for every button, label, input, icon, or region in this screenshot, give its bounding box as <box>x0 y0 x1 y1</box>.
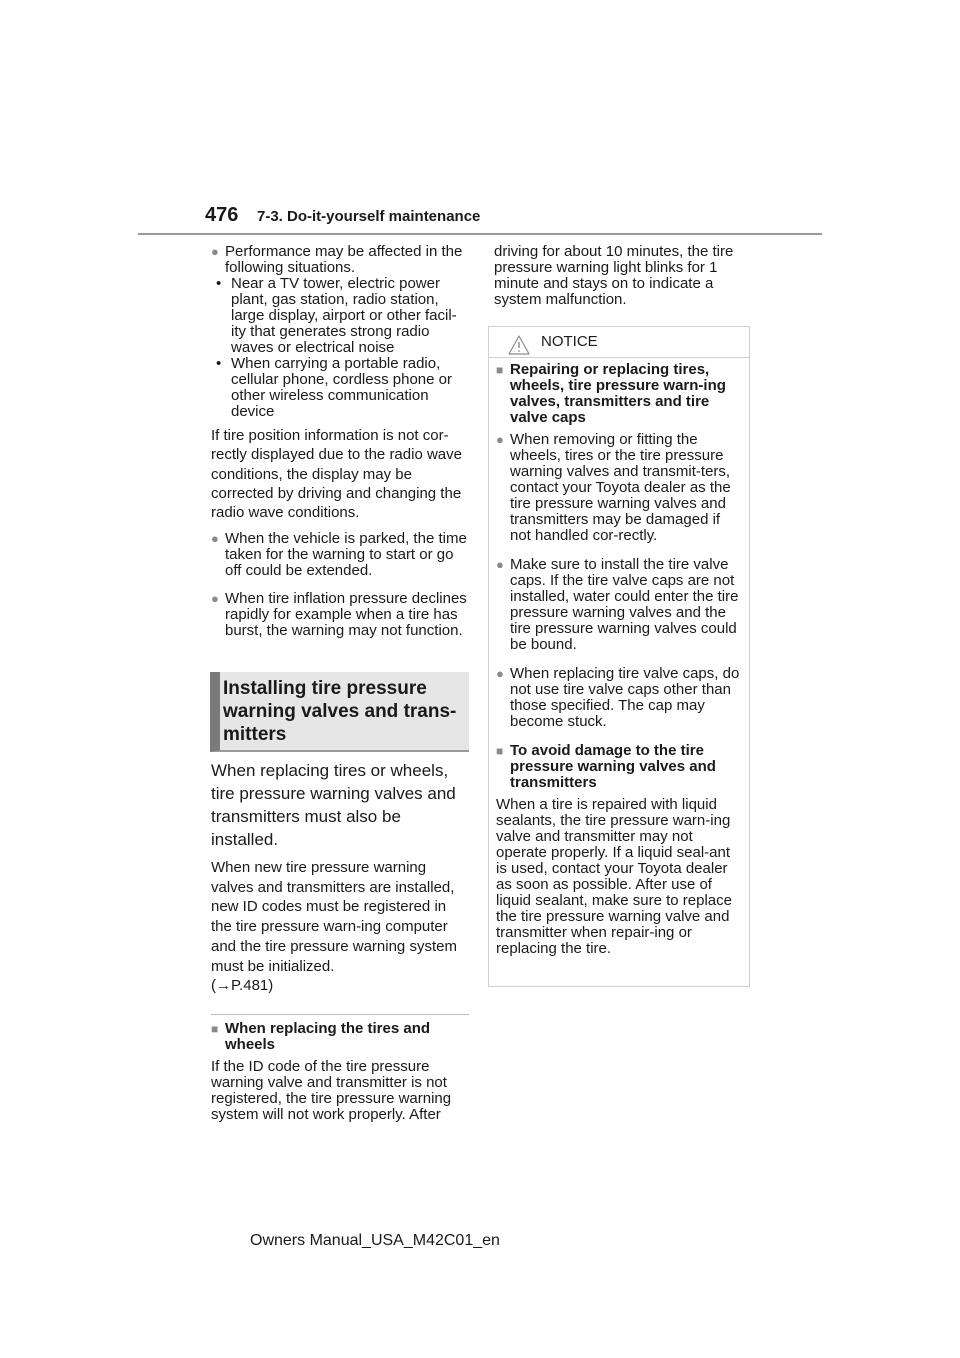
body-paragraph: When new tire pressure warning valves and transmitters are installed, new ID codes must be registered in the tire pressure warn-ing computer and the tire pressure warning system must be initialized. <box>211 859 457 975</box>
notice-bullet-removing: ● When removing or fitting the wheels, tires or the tire pressure warning valves and transmit-ters, contact your Toyota dealer as the tire pressure warning valves and transmitters may be damaged if not handled cor-rectly. <box>496 432 742 544</box>
notice-header <box>489 327 749 358</box>
notice-label: NOTICE <box>541 333 598 350</box>
sub-bullet-portable-radio: • When carrying a portable radio, cellular phone, cordless phone or other wireless communication device <box>211 356 469 420</box>
notice-heading-avoid-damage: ■ To avoid damage to the tire pressure warning valves and transmitters <box>496 743 742 791</box>
warning-triangle-icon <box>508 335 530 355</box>
paragraph-position-info: If tire position information is not cor-rectly displayed due to the radio wave conditions, the display may be corrected by driving and changing the radio wave conditions. <box>211 427 462 522</box>
page-reference-link[interactable]: (→P.481) <box>211 977 274 995</box>
notice-paragraph-sealant: When a tire is repaired with liquid sealants, the tire pressure warn-ing valve and transmitter may not operate properly. If a liquid seal-ant is used, contact your Toyota dealer as soon as possible. After use of liquid sealant, make sure to replace the tire pressure warning valve and transmitter when repair-ing or replacing the tire. <box>496 796 732 957</box>
right-column <box>494 244 751 308</box>
left-column <box>211 244 469 639</box>
page-number: 476 <box>205 204 239 226</box>
left-column-lower <box>211 759 469 1123</box>
sub-heading-replacing: ■ When replacing the tires and wheels <box>211 1021 469 1053</box>
bullet-performance: ● Performance may be affected in the following situations. <box>211 244 469 276</box>
bullet-parked: ● When the vehicle is parked, the time taken for the warning to start or go off could be extended. <box>211 531 469 579</box>
notice-heading-repairing: ■ Repairing or replacing tires, wheels, tire pressure warn-ing valves, transmitters and tire valve caps <box>496 362 742 426</box>
divider <box>211 1014 469 1015</box>
bullet-inflation: ● When tire inflation pressure declines rapidly for example when a tire has burst, the warning may not function. <box>211 591 469 639</box>
notice-body <box>489 362 749 957</box>
section-heading: Installing tire pressure warning valves and trans-mitters <box>210 672 469 752</box>
sub-body-replacing: If the ID code of the tire pressure warning valve and transmitter is not registered, the tire pressure warning system will not work properly. After <box>211 1057 452 1123</box>
notice-bullet-replacing-caps: ● When replacing tire valve caps, do not use tire valve caps other than those specified. The cap may become stuck. <box>496 666 742 730</box>
header-rule <box>138 233 822 235</box>
section-title: 7-3. Do-it-yourself maintenance <box>257 208 481 225</box>
continuation-paragraph: driving for about 10 minutes, the tire pressure warning light blinks for 1 minute and stays on to indicate a system malfunction. <box>494 243 734 308</box>
notice-box <box>488 326 750 987</box>
notice-bullet-valve-caps: ● Make sure to install the tire valve caps. If the tire valve caps are not installed, water could enter the tire pressure warning valves and the tire pressure warning valves could be bound. <box>496 557 742 653</box>
sub-bullet-tv-tower: • Near a TV tower, electric power plant, gas station, radio station, large display, airport or other facil-ity that generates strong radio waves or electrical noise <box>211 276 469 356</box>
lead-paragraph: When replacing tires or wheels, tire pressure warning valves and transmitters must also be installed. <box>211 761 456 849</box>
footer-text: Owners Manual_USA_M42C01_en <box>250 1232 500 1249</box>
